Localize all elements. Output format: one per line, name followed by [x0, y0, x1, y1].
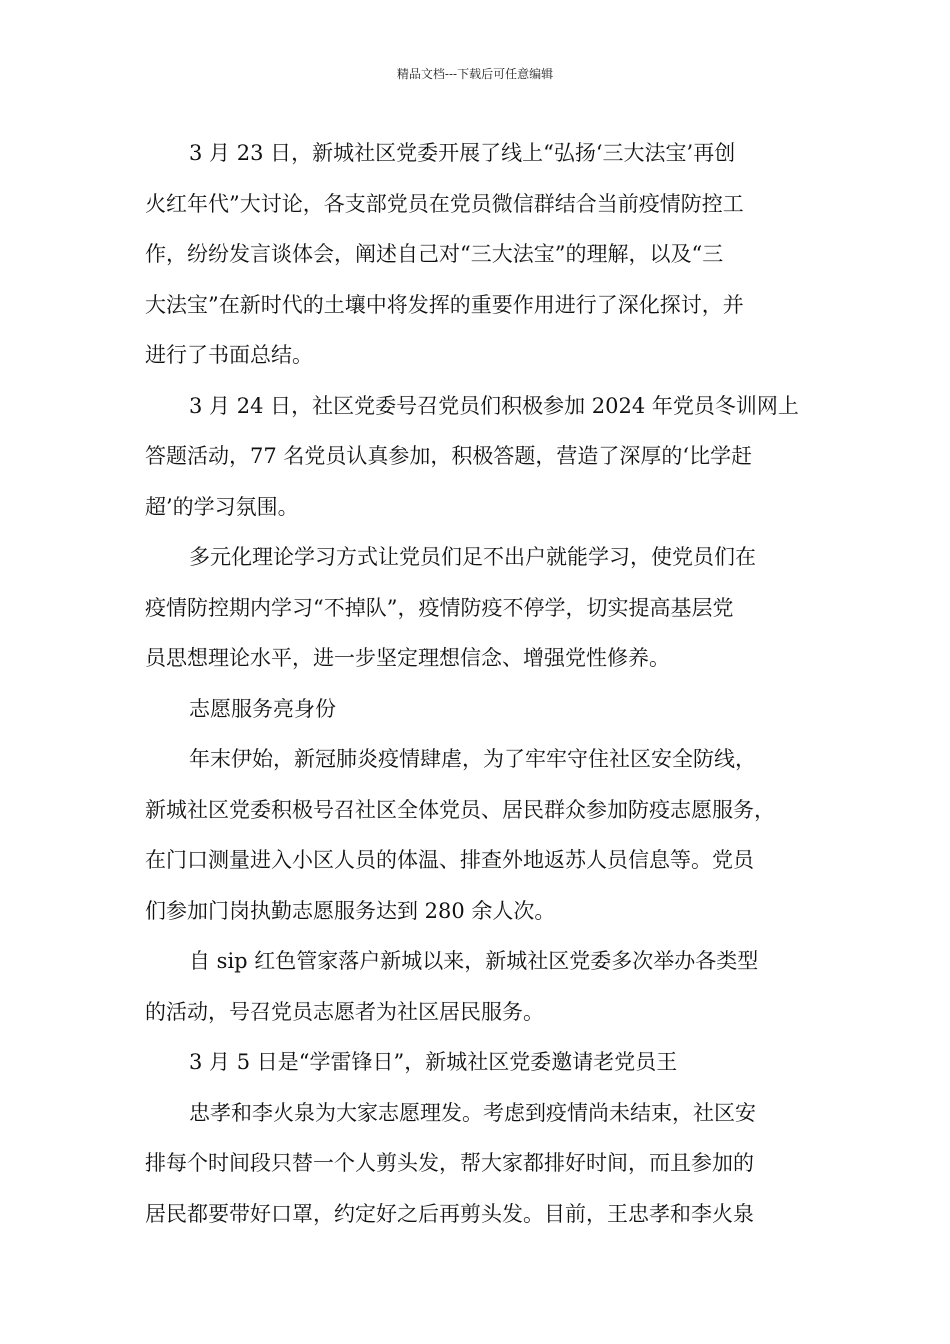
- paragraph-red-steward: [145, 936, 815, 1037]
- section-heading-volunteer: [145, 684, 815, 735]
- text-line: 3 月 24 日，社区党委号召党员们积极参加 2024 年党员冬训网上: [189, 393, 799, 418]
- document-body: [145, 128, 815, 1239]
- text-line: 火红年代”大讨论，各支部党员在党员微信群结合当前疫情防控工: [145, 191, 744, 216]
- paragraph-epidemic-volunteer: [145, 734, 815, 936]
- paragraph-study-methods: [145, 532, 815, 684]
- text-line: 忠孝和李火泉为大家志愿理发。考虑到疫情尚未结束，社区安: [189, 1100, 756, 1125]
- paragraph-march-24: [145, 381, 815, 533]
- paragraph-march-23: [145, 128, 815, 381]
- text-line: 居民都要带好口罩，约定好之后再剪头发。目前，王忠孝和李火泉: [145, 1201, 754, 1226]
- text-line: 答题活动，77 名党员认真参加，积极答题，营造了深厚的‘比学赶: [145, 444, 753, 468]
- text-line: 年末伊始，新冠肺炎疫情肆虐，为了牢牢守住社区安全防线，: [189, 747, 756, 771]
- text-line: 3 月 23 日，新城社区党委开展了线上“弘扬‘三大法宝’再创: [189, 141, 736, 165]
- text-line: 的活动，号召党员志愿者为社区居民服务。: [145, 999, 544, 1024]
- text-line: 超’的学习氛围。: [145, 494, 299, 519]
- text-line: 在门口测量进入小区人员的体温、排查外地返苏人员信息等。党员: [145, 848, 754, 872]
- paragraph-march-5: [145, 1037, 815, 1088]
- text-line: 多元化理论学习方式让党员们足不出户就能学习，使党员们在: [189, 545, 756, 569]
- page-header: 精品文档---下载后可任意编辑: [396, 67, 554, 81]
- text-line: 自 sip 红色管家落户新城以来，新城社区党委多次举办各类型: [189, 949, 759, 973]
- text-line: 进行了书面总结。: [145, 343, 313, 367]
- text-line: 3 月 5 日是“学雷锋日”，新城社区党委邀请老党员王: [189, 1050, 678, 1074]
- text-line: 作，纷纷发言谈体会，阐述自己对“三大法宝”的理解，以及“三: [145, 242, 724, 266]
- text-line: 排每个时间段只替一个人剪头发，帮大家都排好时间，而且参加的: [145, 1151, 754, 1175]
- text-line: 大法宝”在新时代的土壤中将发挥的重要作用进行了深化探讨，并: [145, 292, 744, 317]
- text-line: 疫情防控期内学习“不掉队”，疫情防疫不停学，切实提高基层党: [145, 595, 734, 620]
- text-line: 志愿服务亮身份: [189, 696, 336, 721]
- text-line: 员思想理论水平，进一步坚定理想信念、增强党性修养。: [145, 646, 670, 670]
- paragraph-haircut: [145, 1088, 815, 1240]
- text-line: 新城社区党委积极号召社区全体党员、居民群众参加防疫志愿服务，: [145, 797, 775, 822]
- text-line: 们参加门岗执勤志愿服务达到 280 余人次。: [145, 898, 556, 923]
